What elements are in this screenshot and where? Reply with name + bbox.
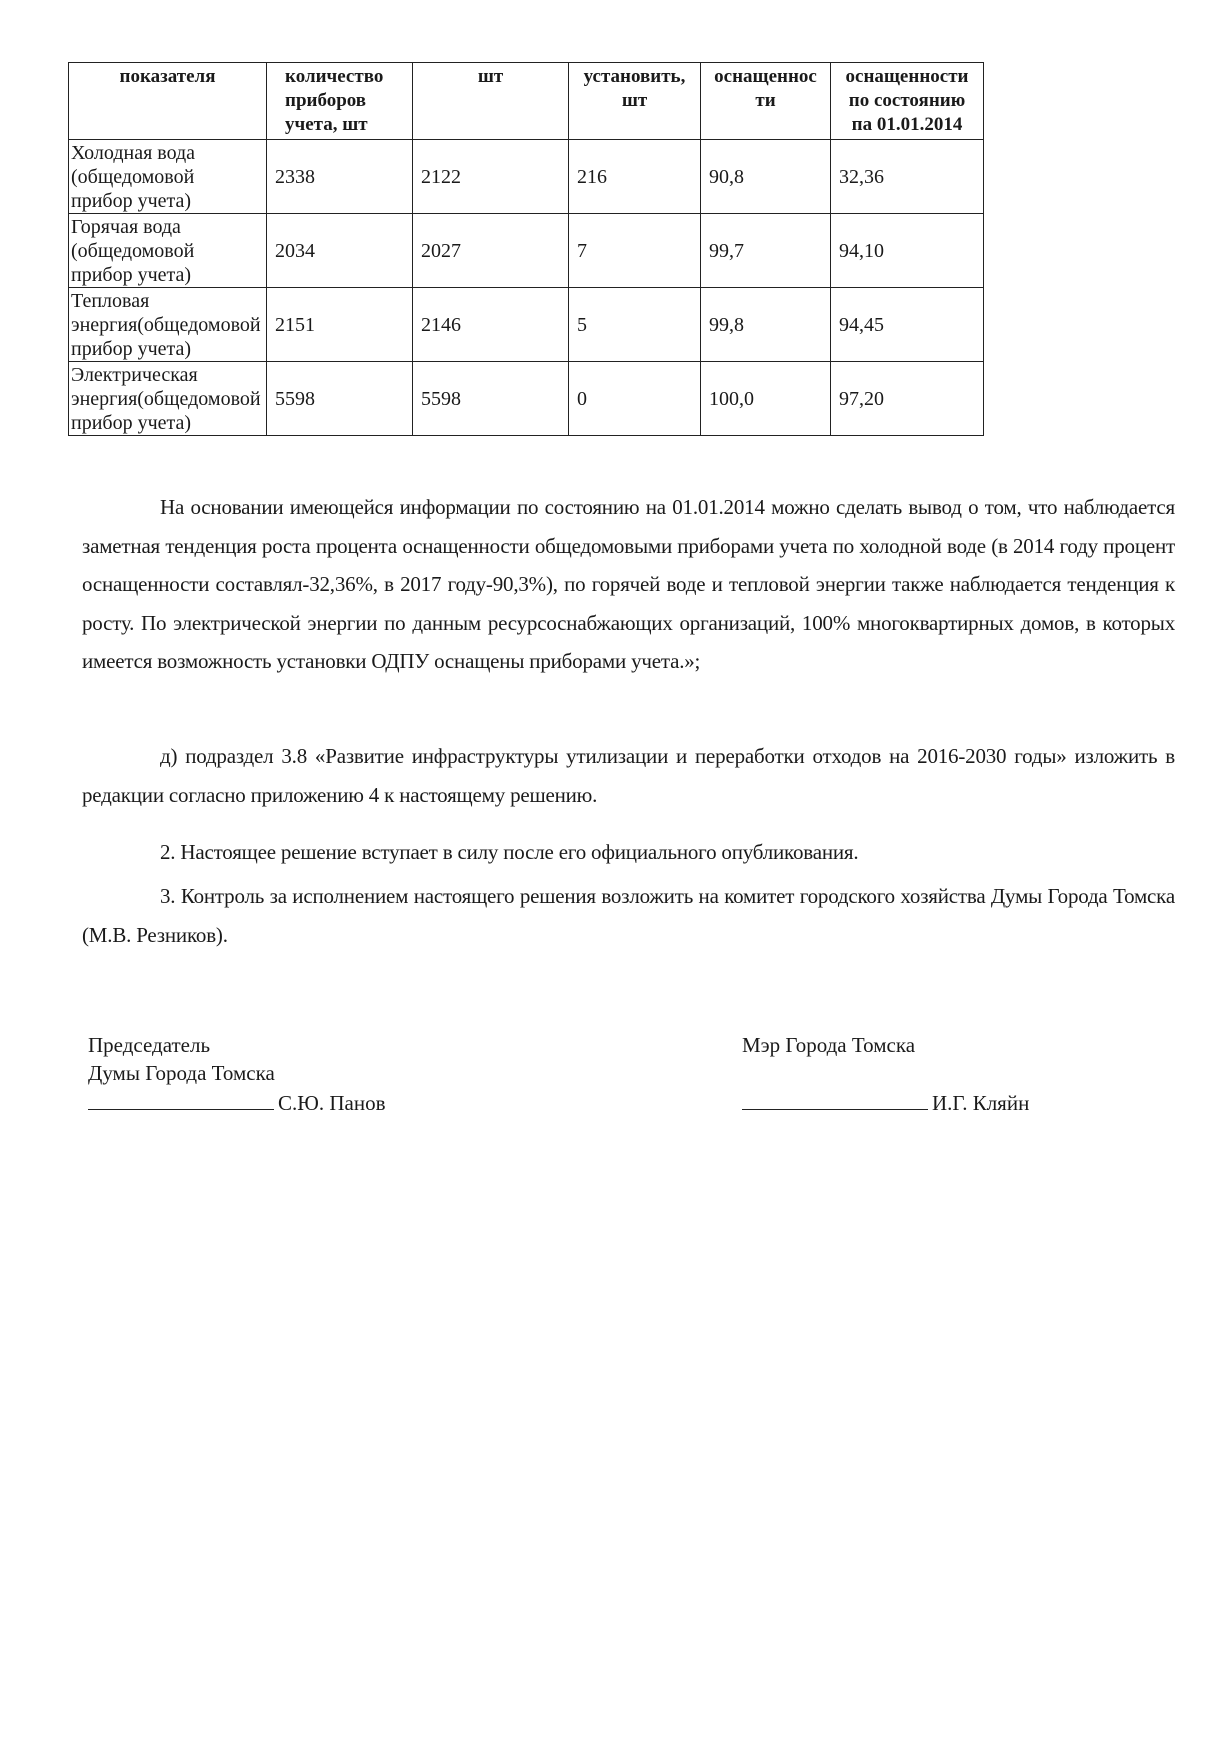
cell-total: 2034 — [267, 214, 413, 288]
cell-equipped-pct: 90,8 — [701, 140, 831, 214]
header-total-devices: количество приборов учета, шт — [267, 63, 413, 140]
cell-total: 2151 — [267, 288, 413, 362]
header-installed: шт — [413, 63, 569, 140]
cell-equipped-2014: 32,36 — [831, 140, 984, 214]
cell-installed: 2146 — [413, 288, 569, 362]
table-row — [69, 288, 984, 362]
cell-to-install: 5 — [569, 288, 701, 362]
signature-line — [88, 1087, 274, 1110]
signatory-title-line1: Председатель — [88, 1033, 211, 1057]
signatory-title-line2: Думы Города Томска — [88, 1061, 275, 1085]
row-name: Холодная вода (общедомовой прибор учета) — [69, 140, 267, 214]
table-header-row — [69, 63, 984, 140]
table-row — [69, 362, 984, 436]
table-row — [69, 214, 984, 288]
cell-equipped-pct: 99,7 — [701, 214, 831, 288]
row-name: Электрическая энергия(общедомовой прибор учета) — [69, 362, 267, 436]
cell-equipped-2014: 94,10 — [831, 214, 984, 288]
row-name: Горячая вода (общедомовой прибор учета) — [69, 214, 267, 288]
signature-row — [742, 1087, 1029, 1117]
cell-installed: 2027 — [413, 214, 569, 288]
item-d-paragraph: д) подраздел 3.8 «Развитие инфраструктуры утилизации и переработки отходов на 2016-2030 годы» изложить в редакции согласно приложению 4 к настоящему решению. — [82, 744, 1175, 807]
signatory-name: И.Г. Кляйн — [932, 1091, 1030, 1115]
cell-to-install: 7 — [569, 214, 701, 288]
signature-block-mayor — [742, 1031, 1029, 1117]
metering-devices-table — [68, 62, 984, 436]
signature-row — [88, 1087, 385, 1117]
cell-equipped-2014: 94,45 — [831, 288, 984, 362]
cell-to-install: 0 — [569, 362, 701, 436]
cell-equipped-2014: 97,20 — [831, 362, 984, 436]
table-row — [69, 140, 984, 214]
conclusion-paragraph: На основании имеющейся информации по состоянию на 01.01.2014 можно сделать вывод о том, что наблюдается заметная тенденция роста процента оснащенности общедомовыми приборами учета по холодной воде (в 2014 году процент оснащенности составлял-32,36%, в 2017 году-90,3%), по горячей воде и тепловой энергии также наблюдается тенденция к росту. По электрической энергии по данным ресурсоснабжающих организаций, 100% многоквартирных домов, в которых имеется возможность установки ОДПУ оснащены приборами учета.»; — [82, 495, 1175, 673]
item-2-paragraph: 2. Настоящее решение вступает в силу после его официального опубликования. — [160, 840, 859, 864]
cell-installed: 5598 — [413, 362, 569, 436]
cell-installed: 2122 — [413, 140, 569, 214]
cell-total: 5598 — [267, 362, 413, 436]
cell-equipped-pct: 99,8 — [701, 288, 831, 362]
cell-to-install: 216 — [569, 140, 701, 214]
cell-total: 2338 — [267, 140, 413, 214]
signatory-title-line1: Мэр Города Томска — [742, 1033, 916, 1057]
item-3-paragraph: 3. Контроль за исполнением настоящего решения возложить на комитет городского хозяйства Думы Города Томска (М.В. Резников). — [82, 884, 1175, 947]
header-equipped-pct: оснащеннос ти — [701, 63, 831, 140]
header-equipped-2014: оснащенности по состоянию па 01.01.2014 — [831, 63, 984, 140]
signature-line — [742, 1087, 928, 1110]
header-indicator: показателя — [69, 63, 267, 140]
signatory-name: С.Ю. Панов — [278, 1091, 386, 1115]
cell-equipped-pct: 100,0 — [701, 362, 831, 436]
header-to-install: установить, шт — [569, 63, 701, 140]
row-name: Тепловая энергия(общедомовой прибор учета) — [69, 288, 267, 362]
signature-block-chairman — [88, 1031, 385, 1117]
